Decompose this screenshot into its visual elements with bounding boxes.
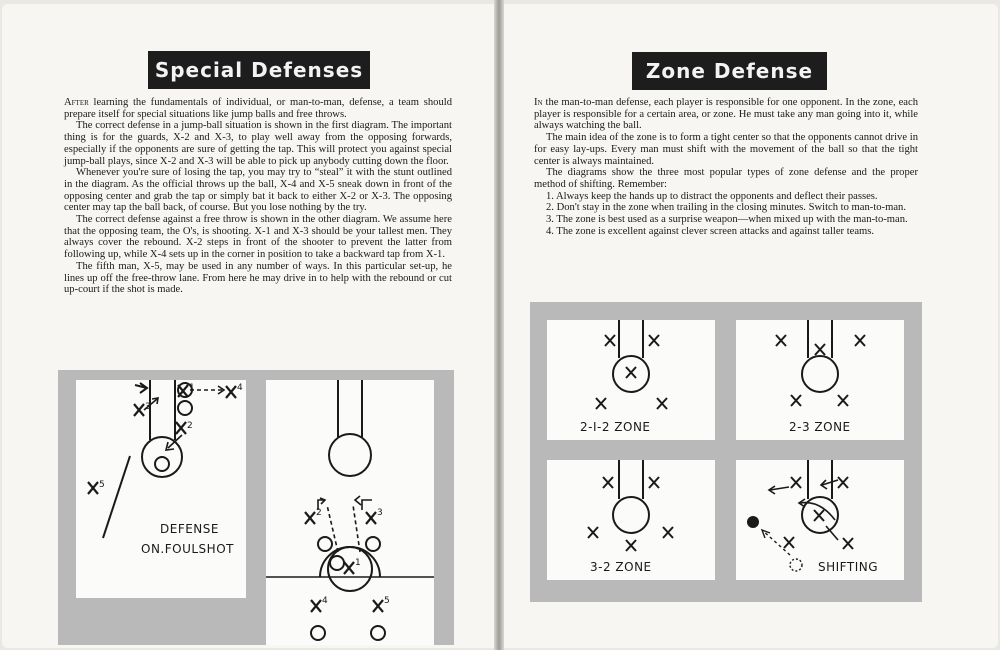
x3-label: 3 <box>145 402 151 412</box>
old-ball-position <box>790 559 802 571</box>
x2-label: 2 <box>187 421 193 431</box>
x4-label: 4 <box>322 596 328 606</box>
x4-label: 4 <box>237 383 243 393</box>
paragraph: Whenever you're sure of losing the tap, you may try to “steal” it with the stunt outlined in the diagram. As the official throws up the ball, X-4 and X-5 sneak down in front of the opposing center and grab the tap or simply bat it back to either X-2 or X-3. The opposing center may tap the ball back, of course. But you lose nothing by the try. <box>64 167 452 214</box>
page-title-special-defenses: Special Defenses <box>148 51 370 89</box>
zone-label: SHIFTING <box>818 560 879 574</box>
list-item: 4. The zone is excellent against clever screen attacks and against taller teams. <box>546 225 875 237</box>
paragraph: The correct defense in a jump-ball situation is shown in the first diagram. The important thing is for the guards, X-2 and X-3, to play well away from the opposing forwards, especially if the opponents are sure of getting the tap. This will protect you against special jump-ball plays, since X-2 and X-3 will be able to pick up anybody cutting down the floor. <box>64 120 452 167</box>
diagram-caption: ON.FOULSHOT <box>141 542 234 556</box>
zone-label: 3-2 ZONE <box>590 560 652 574</box>
paragraph: After learning the fundamentals of individual, or man-to-man, defense, a team should prepare itself for special situations like jump balls and free throws. <box>64 97 452 120</box>
zone-label: 2-3 ZONE <box>789 420 851 434</box>
paragraph: The correct defense against a free throw is shown in the other diagram. We assume here that the opposing team, the O's, is shooting. X-1 and X-3 should be your tallest men. They always cover the rebound. X-2 steps in front of the shooter to prevent the latter from following up, while X-4 sets up in the corner in position to take a backward tap from X-1. <box>64 214 452 261</box>
lead-word: After <box>64 97 89 108</box>
page-title-zone-defense: Zone Defense <box>632 52 827 90</box>
ball-marker <box>747 516 759 528</box>
x1-label: 1 <box>355 558 361 568</box>
paragraph: The diagrams show the three most popular types of zone defense and the proper method of shifting. Remember: <box>534 167 918 190</box>
lead-word: In <box>534 97 543 108</box>
x2-label: 2 <box>316 508 322 518</box>
paragraph: The main idea of the zone is to form a tight center so that the opponents cannot drive in for easy lay-ups. Every man must shift with the movement of the ball so that the tight center is always maintained. <box>534 132 918 167</box>
paragraph: The fifth man, X-5, may be used in any number of ways. In this particular set-up, he lines up off the free-throw lane. From here he may drive in to help with the rebound or cut up-court if the shot is made. <box>64 260 452 296</box>
x5-label: 5 <box>99 480 105 490</box>
x3-label: 3 <box>377 508 383 518</box>
list-item: 3. The zone is best used as a surprise weapon—when mixed up with the man-to-man. <box>546 214 908 226</box>
x5-label: 5 <box>384 596 390 606</box>
paragraph: In the man-to-man defense, each player is responsible for one opponent. In the zone, each player is responsible for a certain area, or zone. He must take any man going into it, while always watching the ball. <box>534 97 919 132</box>
list-item: 1. Always keep the hands up to distract the opponents and deflect their passes. <box>546 190 878 202</box>
zone-label: 2-I-2 ZONE <box>580 420 651 434</box>
list-item: 2. Don't stay in the zone when trailing in the closing minutes. Switch to man-to-man. <box>546 202 906 214</box>
diagram-caption: DEFENSE <box>160 522 219 536</box>
x1-label: 1 <box>189 383 195 393</box>
